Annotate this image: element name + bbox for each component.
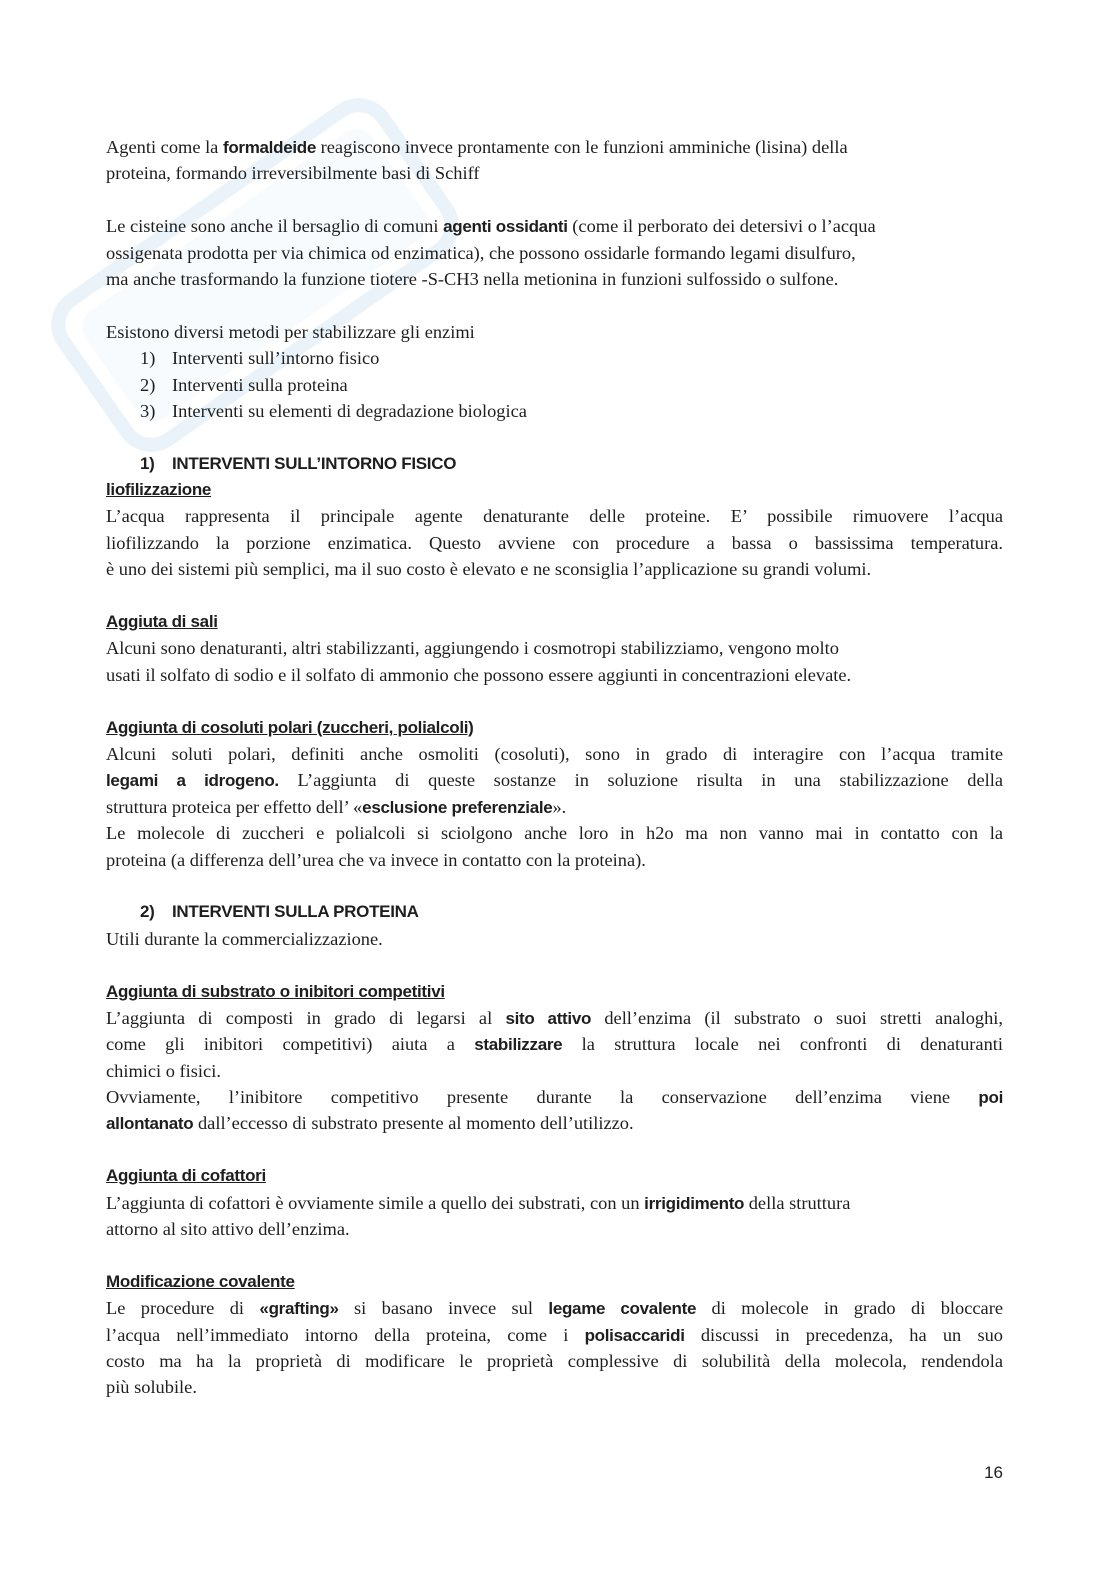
item-number: 3) [140,400,156,421]
section-subheading [106,715,1003,741]
text-line [106,1190,1003,1216]
text-run: chimici o fisici. [106,1060,221,1081]
text-line [106,1031,1003,1057]
text-line [106,213,1003,239]
text-run: della struttura [744,1192,851,1213]
text-run: liofilizzando la porzione enzimatica. Questo avviene con procedure a bassa o bassissima temperatura. [106,532,1003,553]
bold-term: formaldeide [222,138,317,157]
bold-term: stabilizzare [474,1035,563,1055]
text-line [106,1005,1003,1031]
text-run: l’acqua nell’immediato intorno della proteina, come i [106,1324,585,1345]
list-item [106,398,1003,424]
bold-term: allontanato [106,1114,194,1134]
text-run: L’acqua rappresenta il principale agente denaturante delle proteine. E’ possibile rimuovere l’acqua [106,506,1003,527]
text-run: attorno al sito attivo dell’enzima. [106,1219,350,1240]
bold-term: agenti ossidanti [443,217,568,237]
paragraph [106,451,1003,583]
page-number: 16 [984,1463,1003,1482]
paragraph [106,319,1003,425]
text-run: è uno dei sistemi più semplici, ma il suo costo è elevato e ne sconsiglia l’applicazione su grandi volumi. [106,559,872,580]
text-run: Aggiunta di substrato o inibitori competitivi [106,981,445,1001]
text-line [106,1348,1003,1374]
text-run: di molecole in grado di bloccare [696,1298,1003,1319]
text-line [106,926,1003,952]
text-run: Esistono diversi metodi per stabilizzare gli enzimi [106,321,475,342]
text-run: come gli inibitori competitivi) aiuta a [106,1034,475,1055]
bold-term: legame covalente [548,1299,697,1319]
paragraph [106,1163,1003,1242]
text-run: si basano invece sul [338,1298,549,1319]
section-subheading [106,477,1003,503]
text-line [106,1110,1003,1136]
text-line [106,503,1003,529]
text-run: L’aggiunta di queste sostanze in soluzione risulta in una stabilizzazione della [278,770,1004,791]
text-run: Interventi sulla proteina [172,374,348,395]
text-line [106,847,1003,873]
text-run: ossigenata prodotta per via chimica od enzimatica), che possono ossidarle formando legami disulfuro, [106,242,856,263]
text-run: struttura proteica per effetto dell’ « [106,796,363,817]
text-run: Aggiunta di cosoluti polari (zuccheri, polialcoli) [106,717,474,737]
section-subheading [106,1163,1003,1189]
text-run: Ovviamente, l’inibitore competitivo presente durante la conservazione dell’enzima viene [106,1087,979,1108]
text-run: Modificazione covalente [106,1271,295,1291]
paragraph [106,134,1003,187]
text-line [106,767,1003,793]
bold-term: irrigidimento [644,1193,745,1213]
text-line [106,319,1003,345]
text-run: Le cisteine sono anche il bersaglio di comuni [106,216,444,237]
text-run: dell’enzima (il substrato o suoi stretti analoghi, [591,1007,1003,1028]
text-line [106,794,1003,820]
text-run: Le procedure di [106,1298,260,1319]
item-number: 2) [140,374,156,395]
bold-term: poi [978,1088,1003,1108]
item-number: 1) [140,453,155,473]
text-line [106,1295,1003,1321]
text-run: L’aggiunta di cofattori è ovviamente simile a quello dei substrati, con un [106,1192,645,1213]
list-item [106,372,1003,398]
text-run: (come il perborato dei detersivi o l’acqua [567,216,876,237]
text-line [106,1322,1003,1348]
text-run: Interventi su elementi di degradazione biologica [172,400,527,421]
paragraph [106,213,1003,292]
text-run: ma anche trasformando la funzione tiotere -S-CH3 nella metionina in funzioni sulfossido o sulfone. [106,268,839,289]
text-run: dall’eccesso di substrato presente al momento dell’utilizzo. [193,1113,634,1134]
document-body [106,134,1003,1427]
text-run: Aggiunta di cofattori [106,1166,266,1186]
text-line [106,134,1003,160]
paragraph [106,979,1003,1137]
list-item [106,345,1003,371]
text-run: L’aggiunta di composti in grado di legarsi al [106,1007,506,1028]
text-line [106,240,1003,266]
text-run: discussi in precedenza, ha un suo [684,1324,1003,1345]
text-line [106,266,1003,292]
bold-term: legami a idrogeno. [106,771,279,791]
section-heading [106,899,1003,925]
text-run: INTERVENTI SULLA PROTEINA [172,902,419,922]
text-run: la struttura locale nei confronti di denaturanti [562,1034,1003,1055]
item-number: 2) [140,902,155,922]
section-subheading [106,979,1003,1005]
bold-term: esclusione preferenziale [362,797,553,817]
text-run: Alcuni soluti polari, definiti anche osmoliti (cosoluti), sono in grado di interagire con l’acqua tramite [106,743,1003,764]
text-line [106,556,1003,582]
text-line [106,662,1003,688]
bold-term: sito attivo [505,1008,592,1028]
text-run: ». [552,796,567,817]
text-run: Agenti come la [106,137,223,157]
paragraph [106,1269,1003,1401]
text-run: usati il solfato di sodio e il solfato di ammonio che possono essere aggiunti in concentrazioni elevate. [106,664,852,685]
text-line [106,635,1003,661]
bold-term: «grafting» [259,1299,339,1319]
section-heading [106,451,1003,477]
text-run: Aggiuta di sali [106,612,218,632]
text-run: costo ma ha la proprietà di modificare le proprietà complessive di solubilità della molecola, rendendola [106,1350,1003,1371]
text-run: INTERVENTI SULL’INTORNO FISICO [172,453,457,473]
paragraph [106,899,1003,952]
text-line [106,1216,1003,1242]
text-line [106,530,1003,556]
text-line [106,160,1003,186]
text-run: proteina (a differenza dell’urea che va invece in contatto con la proteina). [106,849,646,870]
item-number: 1) [140,348,156,369]
text-run: Alcuni sono denaturanti, altri stabilizzanti, aggiungendo i cosmotropi stabilizziamo, vengono molto [106,638,839,659]
text-run: Interventi sull’intorno fisico [172,348,380,369]
text-line [106,1058,1003,1084]
text-line [106,1374,1003,1400]
text-line [106,1084,1003,1110]
text-line [106,820,1003,846]
paragraph [106,609,1003,688]
text-run: reagiscono invece prontamente con le funzioni amminiche (lisina) della [316,137,848,157]
text-run: liofilizzazione [106,480,212,500]
text-run: più solubile. [106,1377,197,1398]
paragraph [106,715,1003,873]
section-subheading [106,609,1003,635]
section-subheading [106,1269,1003,1295]
text-run: Utili durante la commercializzazione. [106,928,383,949]
text-run: Le molecole di zuccheri e polialcoli si sciolgono anche loro in h2o ma non vanno mai in contatto con la [106,823,1003,844]
bold-term: polisaccaridi [584,1325,685,1345]
text-line [106,741,1003,767]
text-run: proteina, formando irreversibilmente basi di Schiff [106,163,480,184]
